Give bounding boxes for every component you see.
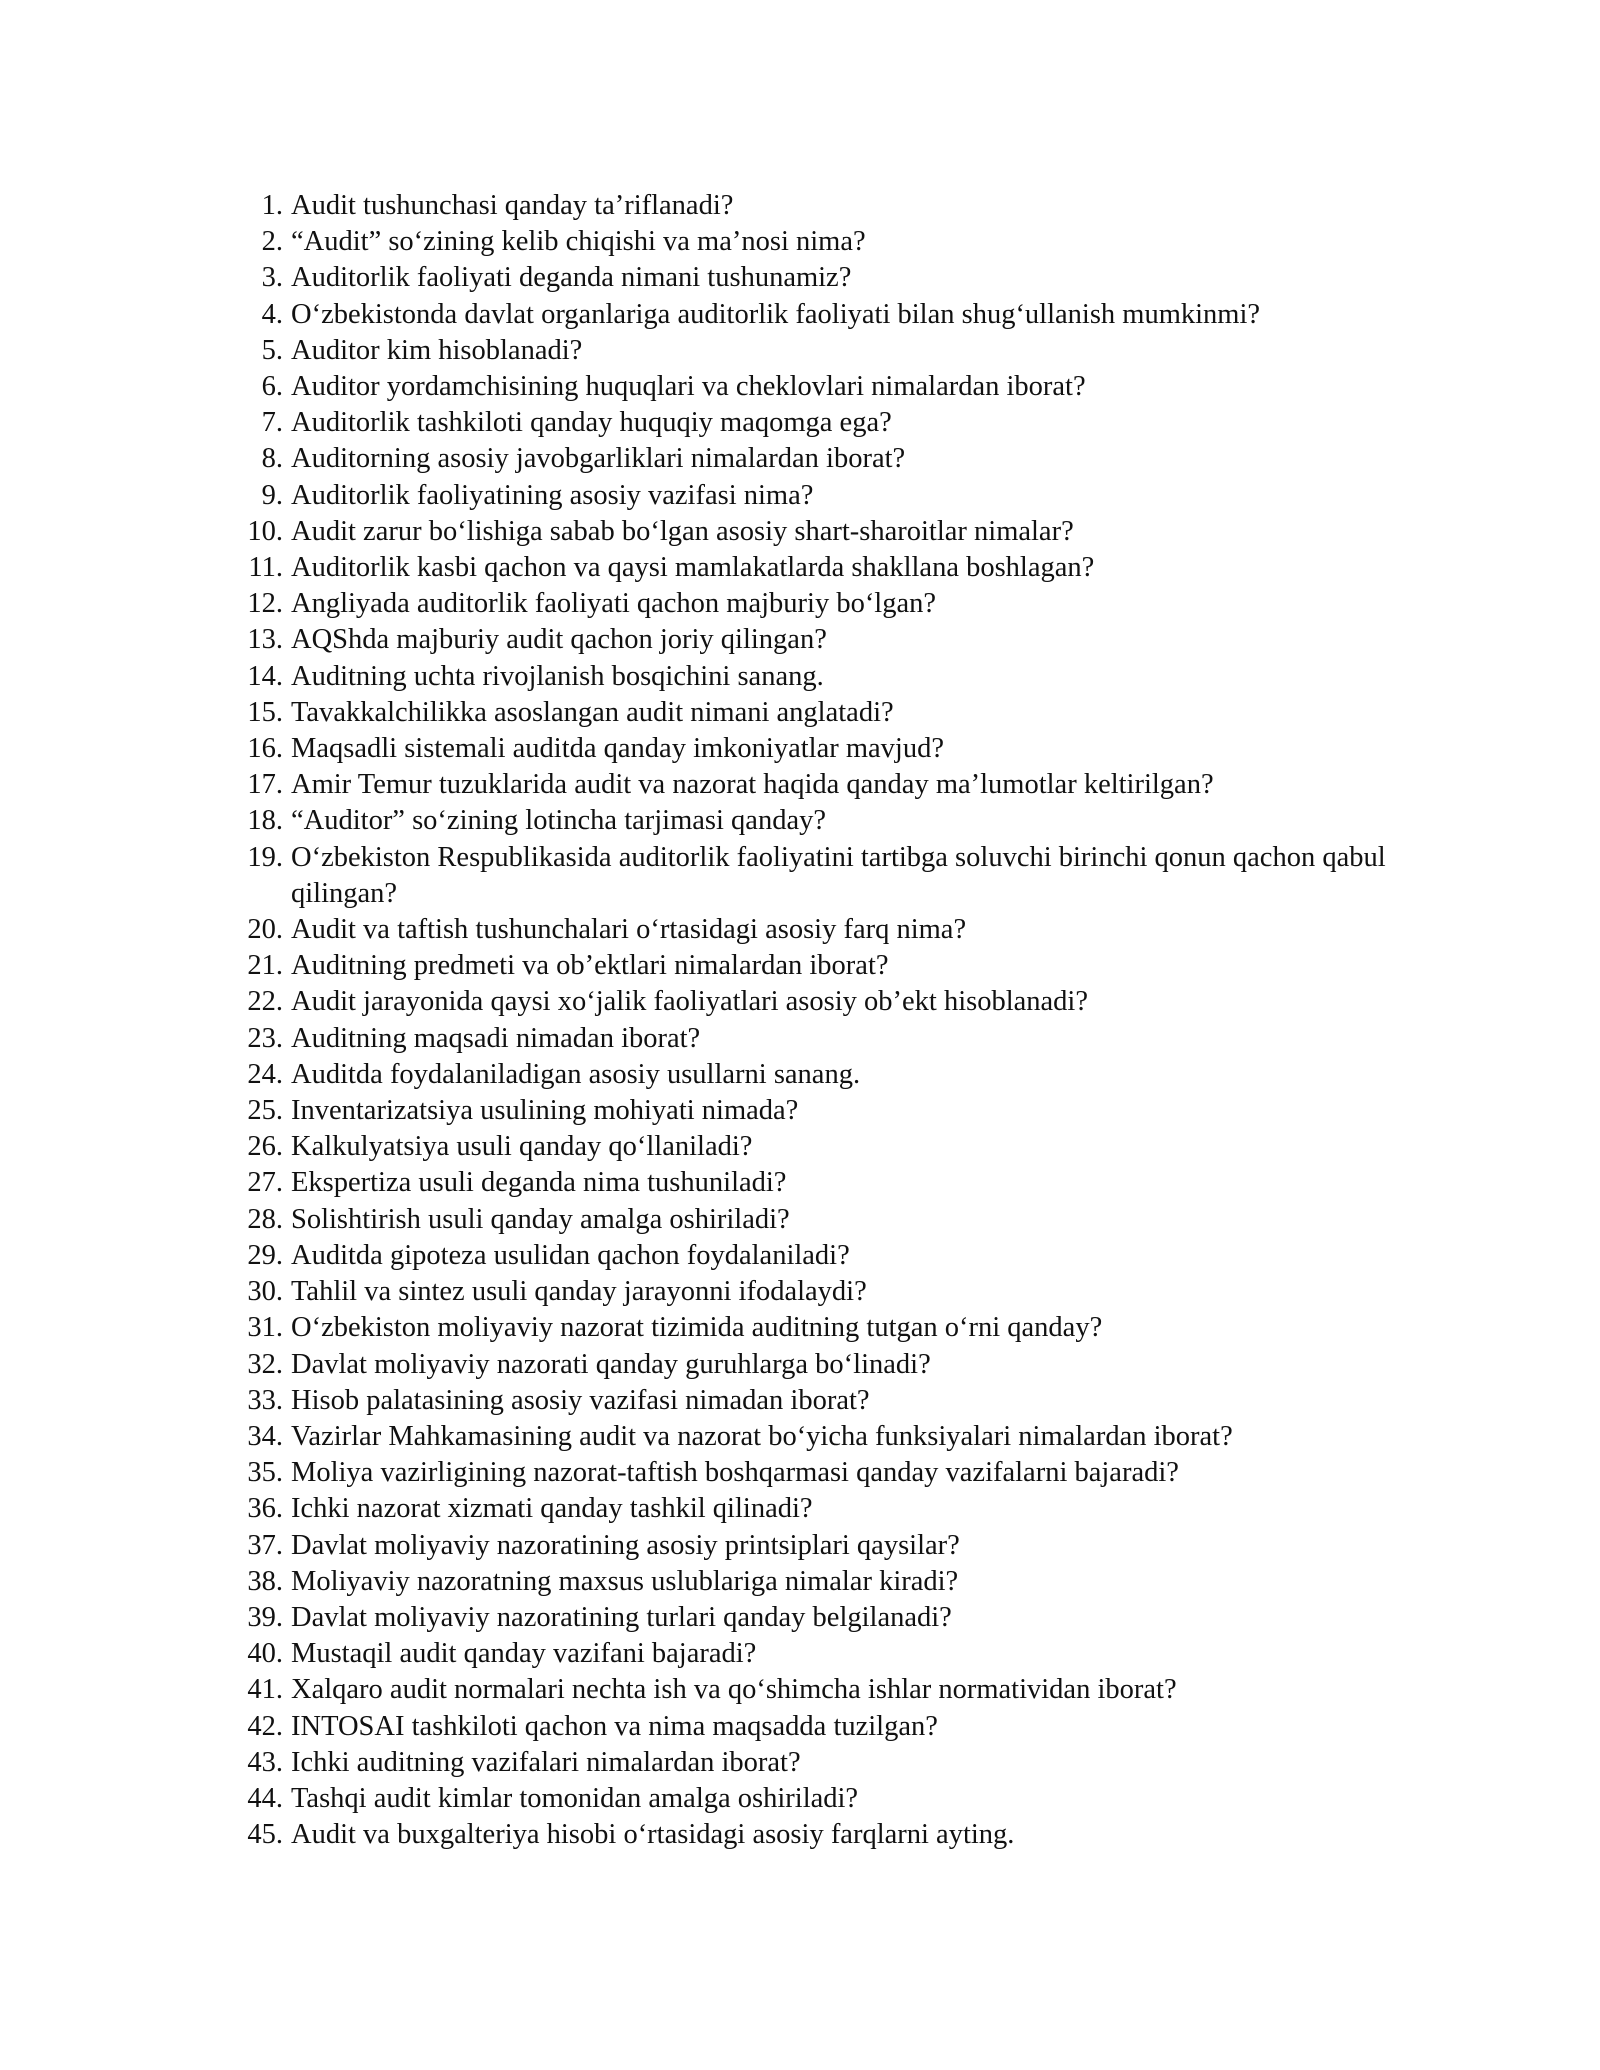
- question-item: [232, 550, 1452, 586]
- question-number: 32.: [247, 1348, 283, 1380]
- question-item: [232, 1745, 1452, 1781]
- question-item: [232, 260, 1452, 296]
- question-item: [232, 514, 1452, 550]
- question-number: 28.: [247, 1203, 283, 1235]
- question-text: “Audit” so‘zining kelib chiqishi va ma’nosi nima?: [291, 226, 866, 258]
- question-item: [232, 1636, 1452, 1672]
- question-number: 7.: [261, 407, 283, 439]
- question-text: Kalkulyatsiya usuli qanday qo‘llaniladi?: [291, 1131, 753, 1163]
- question-item: [232, 1781, 1452, 1817]
- question-text: O‘zbekiston Respublikasida auditorlik faoliyatini tartibga soluvchi birinchi qonun qachon qabul qilingan?: [291, 841, 1386, 909]
- question-number: 26.: [247, 1131, 283, 1163]
- question-number: 43.: [247, 1746, 283, 1778]
- question-item: [232, 1419, 1452, 1455]
- question-item: [232, 803, 1452, 839]
- question-number: 15.: [247, 696, 283, 728]
- question-item: [232, 1564, 1452, 1600]
- question-number: 17.: [247, 769, 283, 801]
- question-item: [232, 441, 1452, 477]
- question-number: 23.: [247, 1022, 283, 1054]
- question-number: 11.: [248, 552, 283, 584]
- question-text: Auditor yordamchisining huquqlari va cheklovlari nimalardan iborat?: [291, 371, 1086, 403]
- question-number: 21.: [247, 950, 283, 982]
- question-number: 14.: [247, 660, 283, 692]
- question-number: 45.: [247, 1819, 283, 1851]
- question-text: Xalqaro audit normalari nechta ish va qo‘shimcha ishlar normatividan iborat?: [291, 1674, 1177, 1706]
- question-item: [232, 1274, 1452, 1310]
- question-item: [232, 622, 1452, 658]
- question-item: [232, 984, 1452, 1020]
- question-number: 31.: [247, 1312, 283, 1344]
- question-number: 6.: [261, 371, 283, 403]
- question-text: Auditning uchta rivojlanish bosqichini sanang.: [291, 660, 824, 692]
- question-item: [232, 478, 1452, 514]
- question-item: [232, 1528, 1452, 1564]
- question-number: 18.: [247, 805, 283, 837]
- question-number: 10.: [247, 515, 283, 547]
- question-item: [232, 1202, 1452, 1238]
- question-text: Tashqi audit kimlar tomonidan amalga oshiriladi?: [291, 1782, 859, 1814]
- question-number: 13.: [247, 624, 283, 656]
- question-item: [232, 695, 1452, 731]
- question-item: [232, 1347, 1452, 1383]
- question-text: Audit tushunchasi qanday ta’riflanadi?: [291, 190, 734, 221]
- question-text: Amir Temur tuzuklarida audit va nazorat haqida qanday ma’lumotlar keltirilgan?: [291, 769, 1214, 801]
- question-number: 41.: [247, 1674, 283, 1706]
- question-text: Tavakkalchilikka asoslangan audit nimani anglatadi?: [291, 696, 894, 728]
- question-text: Davlat moliyaviy nazorati qanday guruhlarga bo‘linadi?: [291, 1348, 931, 1380]
- question-text: Auditorning asosiy javobgarliklari nimalardan iborat?: [291, 443, 906, 475]
- question-item: [232, 731, 1452, 767]
- question-item: [232, 586, 1452, 622]
- question-item: [232, 1165, 1452, 1201]
- question-number: 35.: [247, 1457, 283, 1489]
- question-list: [232, 188, 1452, 1853]
- question-text: Mustaqil audit qanday vazifani bajaradi?: [291, 1638, 757, 1670]
- question-item: [232, 1383, 1452, 1419]
- question-text: Auditorlik tashkiloti qanday huquqiy maqomga ega?: [291, 407, 892, 439]
- question-item: [232, 1491, 1452, 1527]
- question-item: [232, 1093, 1452, 1129]
- question-text: Ichki nazorat xizmati qanday tashkil qilinadi?: [291, 1493, 813, 1525]
- question-text: AQShda majburiy audit qachon joriy qilingan?: [291, 624, 827, 656]
- question-item: [232, 188, 1452, 224]
- question-item: [232, 405, 1452, 441]
- question-text: Audit jarayonida qaysi xo‘jalik faoliyatlari asosiy ob’ekt hisoblanadi?: [291, 986, 1088, 1018]
- question-number: 16.: [247, 733, 283, 765]
- question-number: 22.: [247, 986, 283, 1018]
- question-item: [232, 1238, 1452, 1274]
- question-number: 36.: [247, 1493, 283, 1525]
- question-item: [232, 333, 1452, 369]
- question-text: Auditning maqsadi nimadan iborat?: [291, 1022, 701, 1054]
- question-text: Auditda foydalaniladigan asosiy usullarni sanang.: [291, 1058, 861, 1090]
- question-text: Audit va buxgalteriya hisobi o‘rtasidagi asosiy farqlarni ayting.: [291, 1819, 1015, 1851]
- question-text: INTOSAI tashkiloti qachon va nima maqsadda tuzilgan?: [291, 1710, 938, 1742]
- question-text: Moliya vazirligining nazorat-taftish boshqarmasi qanday vazifalarni bajaradi?: [291, 1457, 1179, 1489]
- question-number: 44.: [247, 1782, 283, 1814]
- question-text: Tahlil va sintez usuli qanday jarayonni ifodalaydi?: [291, 1276, 867, 1308]
- question-text: O‘zbekistonda davlat organlariga auditorlik faoliyati bilan shug‘ullanish mumkinmi?: [291, 298, 1261, 330]
- question-item: [232, 1021, 1452, 1057]
- question-item: [232, 369, 1452, 405]
- question-item: [232, 840, 1452, 912]
- question-item: [232, 1709, 1452, 1745]
- question-text: Vazirlar Mahkamasining audit va nazorat bo‘yicha funksiyalari nimalardan iborat?: [291, 1420, 1233, 1452]
- question-text: Moliyaviy nazoratning maxsus uslublariga nimalar kiradi?: [291, 1565, 959, 1597]
- question-number: 4.: [261, 298, 283, 330]
- question-text: Inventarizatsiya usulining mohiyati nimada?: [291, 1095, 799, 1127]
- question-text: Solishtirish usuli qanday amalga oshiriladi?: [291, 1203, 790, 1235]
- question-item: [232, 1455, 1452, 1491]
- question-text: Davlat moliyaviy nazoratining turlari qanday belgilanadi?: [291, 1601, 952, 1633]
- question-number: 38.: [247, 1565, 283, 1597]
- question-text: Auditorlik faoliyati deganda nimani tushunamiz?: [291, 262, 852, 294]
- question-number: 1.: [261, 190, 283, 221]
- question-number: 8.: [261, 443, 283, 475]
- question-text: Hisob palatasining asosiy vazifasi nimadan iborat?: [291, 1384, 870, 1416]
- question-text: Auditning predmeti va ob’ektlari nimalardan iborat?: [291, 950, 889, 982]
- question-text: “Auditor” so‘zining lotincha tarjimasi qanday?: [291, 805, 827, 837]
- question-item: [232, 1600, 1452, 1636]
- question-item: [232, 659, 1452, 695]
- question-text: Audit zarur bo‘lishiga sabab bo‘lgan asosiy shart-sharoitlar nimalar?: [291, 515, 1074, 547]
- question-number: 27.: [247, 1167, 283, 1199]
- question-number: 34.: [247, 1420, 283, 1452]
- question-number: 29.: [247, 1239, 283, 1271]
- question-text: O‘zbekiston moliyaviy nazorat tizimida auditning tutgan o‘rni qanday?: [291, 1312, 1103, 1344]
- question-number: 20.: [247, 914, 283, 946]
- question-number: 39.: [247, 1601, 283, 1633]
- question-item: [232, 1310, 1452, 1346]
- question-number: 30.: [247, 1276, 283, 1308]
- question-number: 24.: [247, 1058, 283, 1090]
- question-number: 19.: [247, 841, 283, 873]
- question-item: [232, 297, 1452, 333]
- question-text: Maqsadli sistemali auditda qanday imkoniyatlar mavjud?: [291, 733, 944, 765]
- question-text: Auditorlik faoliyatining asosiy vazifasi nima?: [291, 479, 814, 511]
- question-number: 9.: [261, 479, 283, 511]
- question-text: Auditor kim hisoblanadi?: [291, 334, 583, 366]
- question-item: [232, 224, 1452, 260]
- question-item: [232, 767, 1452, 803]
- question-text: Audit va taftish tushunchalari o‘rtasidagi asosiy farq nima?: [291, 914, 967, 946]
- question-number: 2.: [261, 226, 283, 258]
- question-number: 12.: [247, 588, 283, 620]
- question-item: [232, 1057, 1452, 1093]
- question-item: [232, 948, 1452, 984]
- question-text: Ekspertiza usuli deganda nima tushuniladi?: [291, 1167, 787, 1199]
- question-number: 40.: [247, 1638, 283, 1670]
- question-item: [232, 912, 1452, 948]
- question-number: 42.: [247, 1710, 283, 1742]
- question-number: 33.: [247, 1384, 283, 1416]
- question-text: Ichki auditning vazifalari nimalardan iborat?: [291, 1746, 801, 1778]
- question-item: [232, 1817, 1452, 1853]
- question-number: 25.: [247, 1095, 283, 1127]
- question-text: Auditda gipoteza usulidan qachon foydalaniladi?: [291, 1239, 850, 1271]
- question-text: Angliyada auditorlik faoliyati qachon majburiy bo‘lgan?: [291, 588, 937, 620]
- question-number: 5.: [261, 334, 283, 366]
- question-item: [232, 1672, 1452, 1708]
- question-text: Davlat moliyaviy nazoratining asosiy printsiplari qaysilar?: [291, 1529, 960, 1561]
- question-item: [232, 1129, 1452, 1165]
- question-number: 3.: [261, 262, 283, 294]
- question-number: 37.: [247, 1529, 283, 1561]
- question-text: Auditorlik kasbi qachon va qaysi mamlakatlarda shakllana boshlagan?: [291, 552, 1095, 584]
